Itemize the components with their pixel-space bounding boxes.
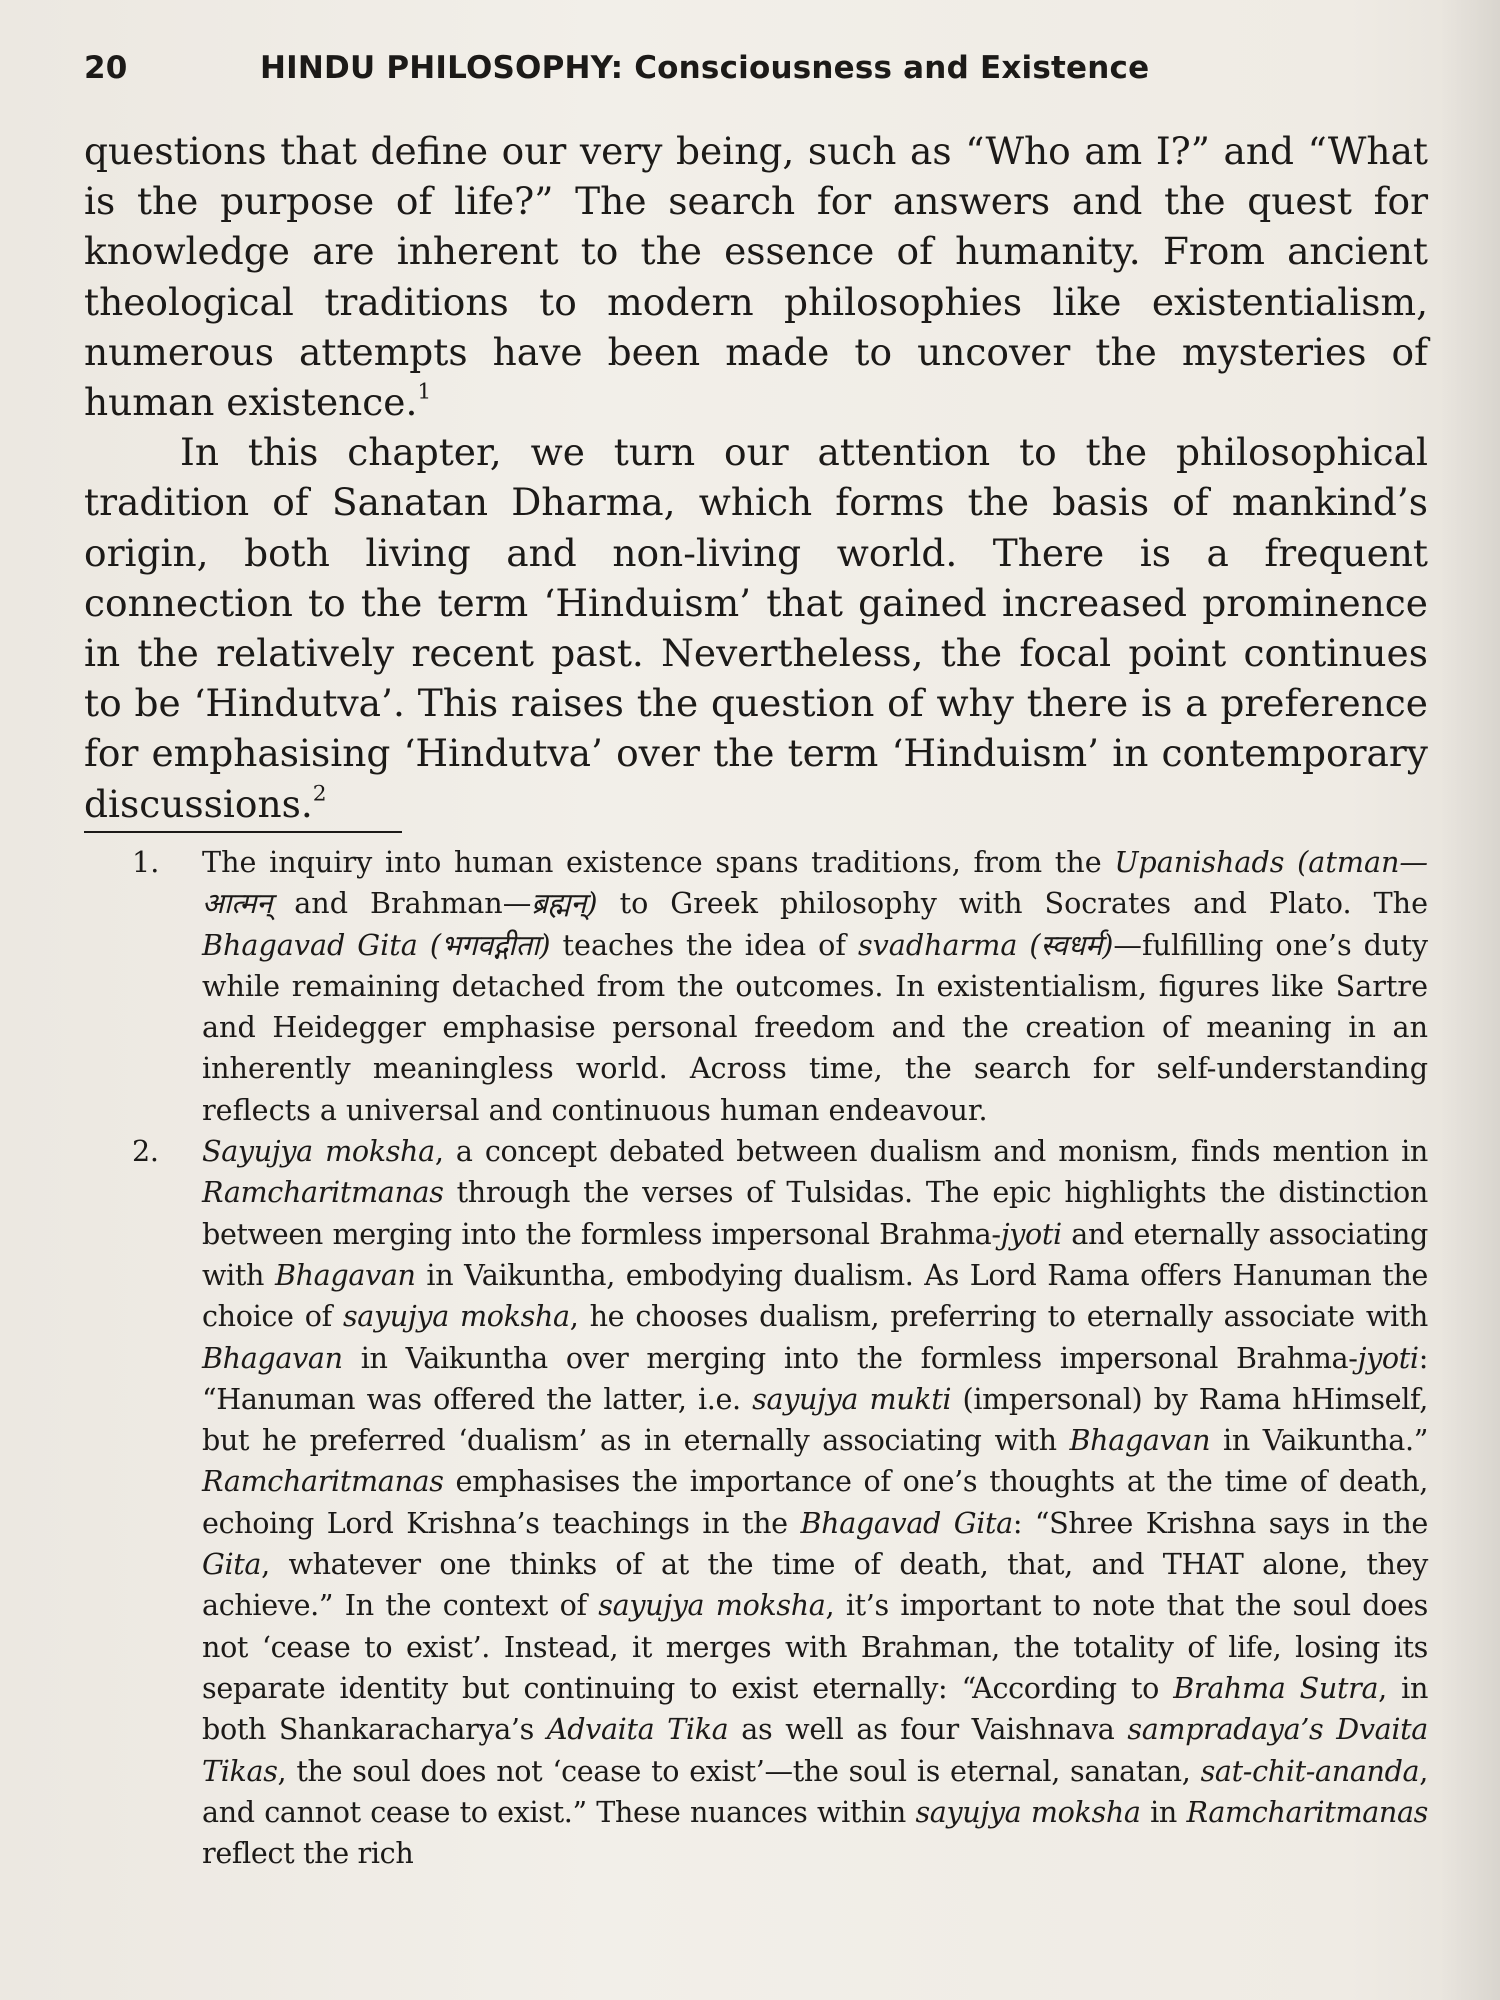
fn-italic: Bhagavan	[1069, 1423, 1211, 1458]
footnote-1	[84, 842, 1428, 1131]
fn-text: , a concept debated between dualism and monism, finds mention in	[434, 1134, 1428, 1169]
fn-text: The inquiry into human existence spans traditions, from the	[202, 845, 1115, 879]
fn-text: , it’s important to note that the soul does not ‘cease to exist’. Instead, it merges with Brahman, the totality of life, losing its separate identity but continuing to exist eternally: “According to	[202, 1588, 1429, 1705]
fn-text: , whatever one thinks of at the time of death, that, and THAT alone, they achieve.” In the context of	[202, 1547, 1428, 1623]
fn-italic: Brahma Sutra	[1173, 1670, 1379, 1705]
fn-text: emphasises the importance of one’s thoughts at the time of death, echoing Lord Krishna’s teachings in the	[202, 1464, 1428, 1540]
fn-text: as well as four Vaishnava	[728, 1712, 1128, 1747]
running-title: HINDU PHILOSOPHY: Consciousness and Existence	[260, 50, 1150, 86]
fn-italic: Bhagavad Gita	[800, 1505, 1013, 1540]
fn-italic: jyoti	[1000, 1216, 1062, 1251]
fn-italic: (भगवद्गीता)	[429, 927, 551, 962]
fn-text	[418, 928, 430, 962]
fn-text: —fulfilling one’s duty while remaining detached from the outcomes. In existentialism, figures like Sartre and Heidegger emphasise personal freedom and the creation of meaning in an inherently meaningless world. Across time, the search for self-understanding reflects a universal and continuous human endeavour.	[202, 927, 1429, 1127]
footnote-ref-2[interactable]: 2	[312, 781, 327, 807]
footnote-2	[84, 1131, 1428, 1874]
paragraph-1-text: questions that define our very being, such as “Who am I?” and “What is the purpose of life?” The search for answers and the quest for knowledge are inherent to the essence of humanity. From ancient theological traditions to modern philosophies like existentialism, numerous attempts have been made to uncover the mysteries of human existence.	[84, 129, 1428, 425]
paragraph-1	[84, 126, 1428, 427]
page-number: 20	[84, 50, 128, 86]
paragraph-2-text: In this chapter, we turn our attention to the philosophical tradition of Sanatan Dharma, which forms the basis of mankind’s origin, both living and non-living world. There is a frequent connection to the term ‘Hinduism’ that gained increased prominence in the relatively recent past. Nevertheless, the focal point continues to be ‘Hindutva’. This raises the question of why there is a preference for emphasising ‘Hindutva’ over the term ‘Hinduism’ in contemporary discussions.	[84, 430, 1428, 826]
fn-italic: Ramcharitmanas	[202, 1464, 444, 1499]
fn-italic: sayujya moksha	[598, 1588, 826, 1623]
fn-text: : “Shree Krishna says in the	[1012, 1505, 1428, 1540]
fn-text: teaches the idea of	[550, 927, 858, 962]
fn-text: in Vaikuntha over merging into the formless impersonal Brahma-	[342, 1340, 1358, 1375]
fn-italic: Advaita Tika	[546, 1712, 729, 1747]
footnote-1-text	[202, 842, 1428, 1131]
fn-italic: sampradaya’s Dvaita Tikas	[202, 1712, 1428, 1788]
fn-italic: sayujya moksha	[915, 1794, 1141, 1829]
fn-text: to Greek philosophy with Socrates and Plato. The	[597, 886, 1428, 921]
fn-italic: Bhagavad Gita	[202, 927, 418, 962]
fn-text: , in both Shankaracharya’s	[202, 1670, 1429, 1747]
fn-italic: sat-chit-ananda	[1200, 1753, 1420, 1788]
fn-text: in	[1140, 1794, 1187, 1829]
fn-text: (impersonal) by Rama hHimself, but he preferred ‘dualism’ as in eternally associating with	[202, 1381, 1429, 1458]
body-text	[84, 126, 1428, 829]
fn-italic: sayujya mukti	[752, 1381, 952, 1416]
fn-text: , the soul does not ‘cease to exist’—the soul is eternal, sanatan,	[277, 1753, 1201, 1788]
footnote-2-text	[202, 1131, 1428, 1874]
fn-italic: jyoti	[1357, 1340, 1419, 1375]
footnotes	[84, 842, 1428, 1874]
footnote-ref-1[interactable]: 1	[417, 379, 432, 405]
fn-italic: Bhagavan	[274, 1257, 416, 1292]
fn-text: through the verses of Tulsidas. The epic highlights the distinction between merging into the formless impersonal Brahma-	[202, 1175, 1428, 1251]
page-gutter-shadow	[1440, 0, 1500, 2000]
fn-text: and Brahman—	[272, 886, 532, 921]
fn-text: reflect the rich	[202, 1836, 414, 1871]
footnote-divider	[84, 831, 402, 833]
fn-text: : “Hanuman was offered the latter, i.e.	[202, 1340, 1428, 1416]
fn-italic: ब्रह्मन्)	[531, 886, 598, 921]
fn-italic: Sayujya moksha	[202, 1134, 435, 1169]
fn-italic: sayujya moksha	[342, 1299, 570, 1334]
fn-italic: Upanishads (atman—आत्मन्	[202, 845, 1428, 921]
footnote-2-number: 2.	[132, 1134, 159, 1169]
paragraph-2	[84, 427, 1428, 829]
fn-italic: Bhagavan	[202, 1340, 343, 1375]
fn-italic: svadharma (स्वधर्म)	[857, 927, 1114, 962]
running-header	[84, 50, 1424, 94]
fn-italic: Ramcharitmanas	[1186, 1794, 1429, 1829]
fn-text: in Vaikuntha.”	[1210, 1423, 1428, 1458]
fn-text: and eternally associating with	[202, 1216, 1428, 1292]
footnote-1-number: 1.	[132, 845, 160, 879]
fn-italic: Gita	[202, 1547, 262, 1582]
fn-italic: Ramcharitmanas	[202, 1175, 444, 1210]
fn-text: in Vaikuntha, embodying dualism. As Lord Rama offers Hanuman the choice of	[202, 1257, 1428, 1334]
fn-text: , he chooses dualism, preferring to eternally associate with	[569, 1299, 1428, 1334]
fn-text: , and cannot cease to exist.” These nuances within	[202, 1753, 1428, 1829]
